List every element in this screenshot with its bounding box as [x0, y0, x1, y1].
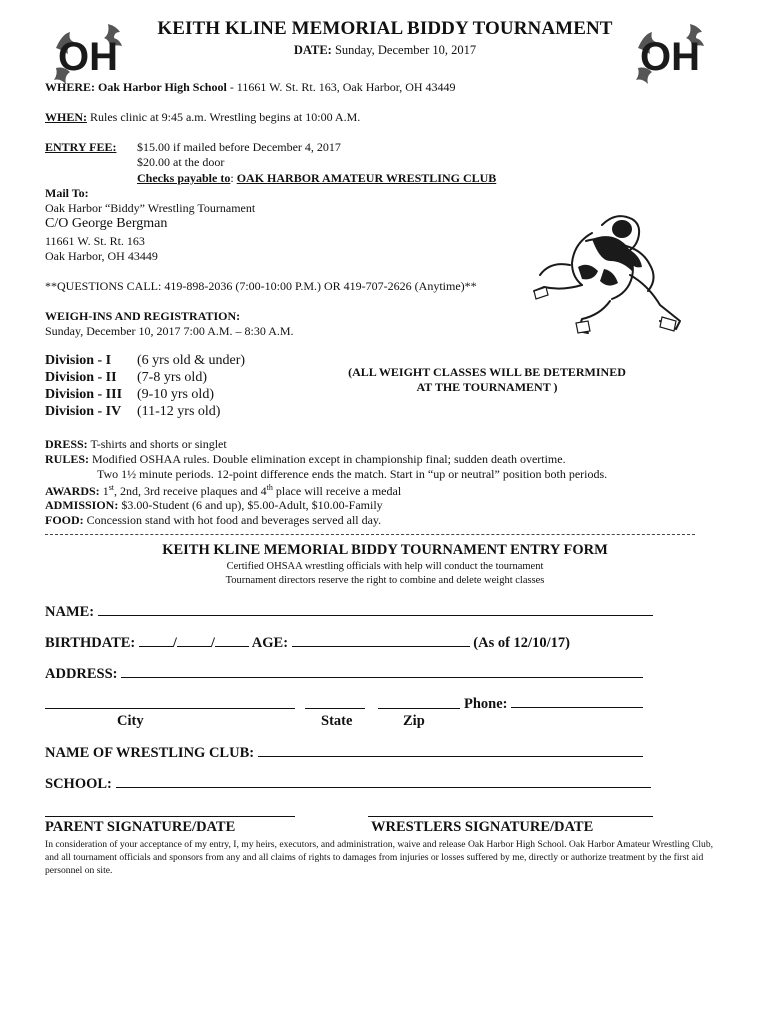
liability-waiver-text: In consideration of your acceptance of my entry, I, my heirs, executors, and administration, waive and release Oak Harbor High School. Oak Harbor Amateur Wrestling Club, and all tournament officials and sponsors from any and all claims of rights to damages from injuries or losses suffered by me, directly or authorize treatment by the first aid personnel on site. — [45, 839, 714, 876]
cut-line-divider — [45, 534, 695, 535]
when-line — [45, 110, 360, 125]
dress-line — [45, 437, 227, 452]
date-slash: / — [172, 635, 177, 651]
division-label: Division - IV — [45, 404, 122, 419]
entry-form-sub2: Tournament directors reserve the right to combine and delete weight classes — [225, 575, 545, 586]
checks-label: Checks payable to — [137, 171, 231, 185]
entry-form-title: KEITH KLINE MEMORIAL BIDDY TOURNAMENT ENTRY FORM — [162, 542, 608, 558]
phone-input-line[interactable] — [511, 694, 643, 708]
entry-fee-label: ENTRY FEE: — [45, 140, 117, 154]
rules-value: Modified OSHAA rules. Double elimination except in championship final; sudden death overtime. — [89, 452, 566, 466]
date-slash: / — [210, 635, 215, 651]
awards-text: 1 — [99, 484, 109, 498]
where-value: - 11661 W. St. Rt. 163, Oak Harbor, OH 43449 — [226, 80, 456, 94]
division-ages: (9-10 yrs old) — [137, 387, 214, 402]
awards-label: AWARDS: — [45, 484, 100, 498]
division-row — [45, 404, 245, 421]
dress-label: DRESS: — [45, 437, 88, 451]
rules-line — [45, 452, 566, 467]
parent-signature-line[interactable] — [45, 816, 295, 817]
state-input-line[interactable] — [305, 708, 365, 709]
when-label: WHEN: — [45, 110, 87, 124]
checks-value: OAK HARBOR AMATEUR WRESTLING CLUB — [236, 171, 497, 185]
name-field[interactable] — [45, 602, 653, 621]
address-input-line[interactable] — [121, 664, 643, 678]
address-field[interactable] — [45, 664, 643, 683]
admission-line — [45, 498, 383, 513]
rules-label: RULES: — [45, 452, 90, 466]
division-ages: (6 yrs old & under) — [137, 353, 246, 368]
wrestlers-illustration-icon — [530, 205, 690, 345]
division-ages: (7-8 yrs old) — [137, 370, 207, 385]
birthdate-field[interactable] — [45, 633, 570, 652]
awards-text: place will receive a medal — [272, 484, 402, 498]
birth-month-line[interactable] — [139, 633, 173, 647]
mail-line2: C/O George Bergman — [45, 216, 168, 231]
club-label: NAME OF WRESTLING CLUB: — [45, 745, 255, 761]
questions-line: **QUESTIONS CALL: 419-898-2036 (7:00-10:00 P.M.) OR 419-707-2626 (Anytime)** — [45, 279, 477, 293]
age-label: AGE: — [251, 635, 289, 651]
school-field[interactable] — [45, 774, 651, 793]
food-line — [45, 513, 381, 528]
entry-fee-line1: $15.00 if mailed before December 4, 2017 — [137, 140, 341, 154]
state-label: State — [321, 713, 353, 729]
city-label: City — [117, 713, 144, 729]
division-row — [45, 370, 245, 387]
birth-year-line[interactable] — [215, 633, 249, 647]
zip-label: Zip — [403, 713, 425, 729]
city-input-line[interactable] — [45, 708, 295, 709]
divisions-list — [45, 353, 245, 421]
entry-fee-line2: $20.00 at the door — [137, 155, 225, 169]
mail-line3: 11661 W. St. Rt. 163 — [45, 234, 145, 248]
when-value: Rules clinic at 9:45 a.m. Wrestling begins at 10:00 A.M. — [87, 110, 361, 124]
where-line — [45, 80, 456, 95]
phone-label: Phone: — [464, 696, 508, 712]
weighins-value: Sunday, December 10, 2017 7:00 A.M. – 8:30 A.M. — [45, 324, 294, 338]
age-as-of: (As of 12/10/17) — [473, 635, 570, 651]
where-label: WHERE: Oak Harbor High School — [45, 80, 227, 94]
admission-value: $3.00-Student (6 and up), $5.00-Adult, $10.00-Family — [118, 498, 383, 512]
mail-to-label: Mail To: — [45, 186, 89, 200]
food-label: FOOD: — [45, 513, 84, 527]
weight-class-note — [322, 365, 652, 395]
page-title: KEITH KLINE MEMORIAL BIDDY TOURNAMENT — [157, 18, 613, 39]
school-input-line[interactable] — [116, 774, 651, 788]
food-value: Concession stand with hot food and beverages served all day. — [83, 513, 382, 527]
date-label: DATE: — [293, 43, 332, 57]
mail-line4: Oak Harbor, OH 43449 — [45, 249, 158, 263]
wrestler-signature-label: WRESTLERS SIGNATURE/DATE — [371, 819, 594, 835]
awards-sup: st — [108, 483, 115, 492]
event-date — [0, 43, 770, 58]
awards-line — [45, 483, 401, 499]
division-ages: (11-12 yrs old) — [137, 404, 221, 419]
address-label: ADDRESS: — [45, 666, 118, 682]
entry-form-sub1: Certified OHSAA wrestling officials with help will conduct the tournament — [226, 561, 544, 572]
division-label: Division - III — [45, 387, 123, 402]
phone-field[interactable] — [464, 694, 643, 713]
division-label: Division - II — [45, 370, 117, 385]
svg-text:OH: OH — [640, 35, 700, 79]
weighins-label: WEIGH-INS AND REGISTRATION: — [45, 309, 241, 323]
date-value: Sunday, December 10, 2017 — [331, 43, 477, 57]
birthdate-label: BIRTHDATE: — [45, 635, 136, 651]
zip-input-line[interactable] — [378, 708, 460, 709]
school-label: SCHOOL: — [45, 776, 112, 792]
name-label: NAME: — [45, 604, 95, 620]
birth-day-line[interactable] — [177, 633, 211, 647]
age-input-line[interactable] — [292, 633, 470, 647]
weight-note-line2: AT THE TOURNAMENT ) — [416, 380, 558, 394]
checks-sep: : — [230, 171, 237, 185]
name-input-line[interactable] — [98, 602, 653, 616]
weight-note-line1: (ALL WEIGHT CLASSES WILL BE DETERMINED — [348, 365, 626, 379]
club-input-line[interactable] — [258, 743, 643, 757]
division-row — [45, 353, 245, 370]
awards-text: , 2nd, 3rd receive plaques and 4 — [114, 484, 267, 498]
division-label: Division - I — [45, 353, 112, 368]
svg-text:OH: OH — [58, 35, 118, 79]
awards-sup: th — [266, 483, 273, 492]
wrestler-signature-line[interactable] — [368, 816, 653, 817]
admission-label: ADMISSION: — [45, 498, 119, 512]
club-field[interactable] — [45, 743, 643, 762]
parent-signature-label: PARENT SIGNATURE/DATE — [45, 819, 236, 835]
mail-line1: Oak Harbor “Biddy” Wrestling Tournament — [45, 201, 256, 215]
division-row — [45, 387, 245, 404]
checks-payable-line — [137, 171, 496, 186]
dress-value: T-shirts and shorts or singlet — [87, 437, 227, 451]
rules-line2: Two 1½ minute periods. 12-point difference ends the match. Start in “up or neutral” position both periods. — [97, 467, 608, 481]
